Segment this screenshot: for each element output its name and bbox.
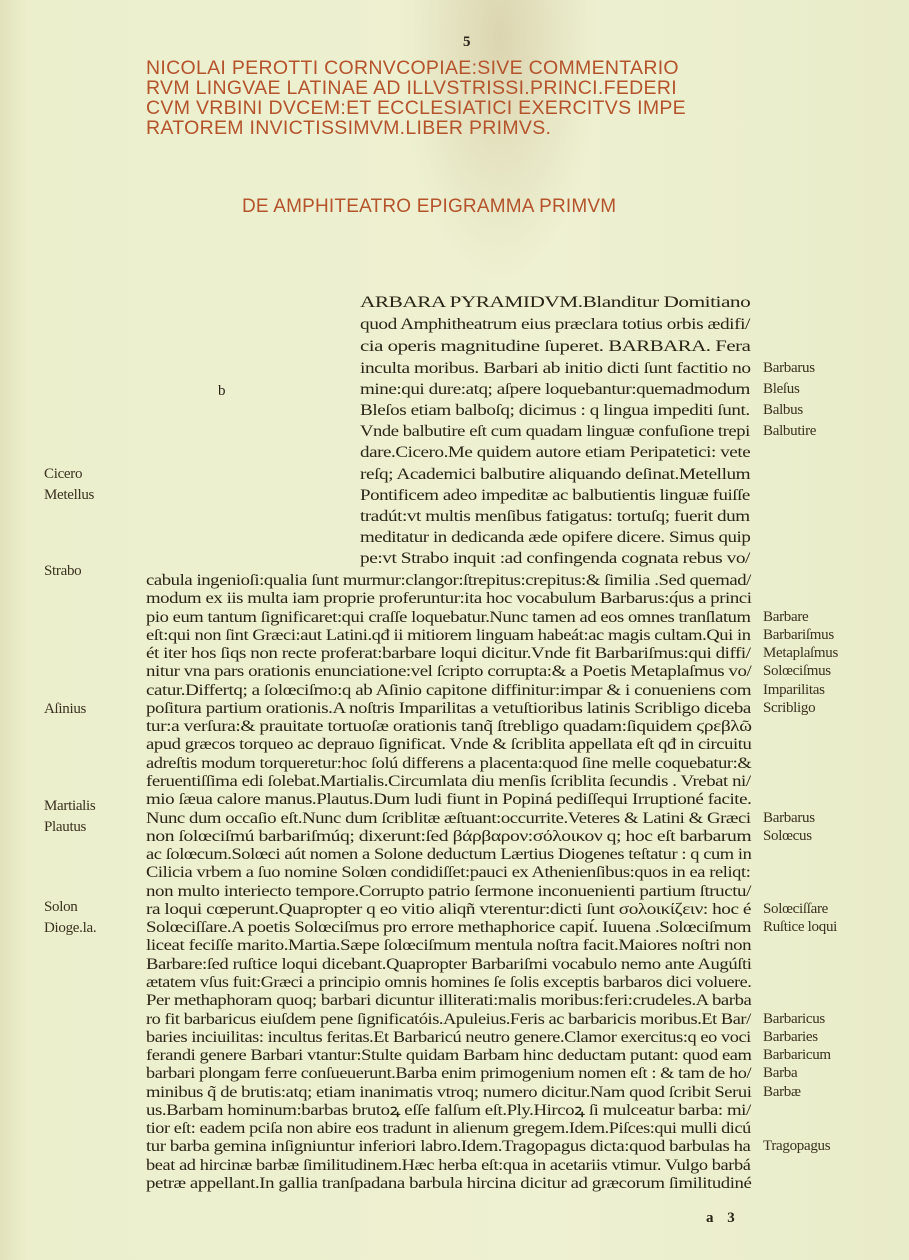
text-line: nitur vna pars orationis enunciatione:vel ſcripto corrupta:& a Poetis Metaplaſmus vo/ <box>146 663 752 681</box>
title-line: NICOLAI PEROTTI CORNVCOPIAE:SIVE COMMENTARIO <box>146 57 679 79</box>
text-line: baries inciuilitas: incultus feritas.Et Barbaricú neutro genere.Clamor exercitus:q eo voci <box>146 1028 751 1046</box>
margin-note: Barba <box>763 1065 798 1082</box>
text-line: beat ad hircinæ barbæ ſimilitudinem.Hæc herba eſt:qua in acetariis vtimur. Vulgo barbá <box>146 1156 751 1174</box>
text-line: tior eſt: eadem pciſa non abire eos tradunt in alienum gregem.Idem.Piſces:qui mulli dicú <box>146 1120 751 1138</box>
initial-guide-letter: b <box>218 383 226 399</box>
text-line: mine:qui dure:atq; aſpere loquebantur:quemadmodum <box>360 381 750 398</box>
margin-note: Dioge.la. <box>44 920 97 936</box>
text-line: ac ſolœcum.Solœci aút nomen a Solone deductum Lærtius Diogenes teſtatur : q cum in <box>146 846 752 864</box>
text-line: poſitura partium orationis.A noſtris Imparilitas a vetuſtioribus latinis Scribligo diceba <box>146 699 751 717</box>
margin-note: Strabo <box>44 563 82 579</box>
text-line: minibus q̃ de brutis:atq; etiam inanimatis vtroq; numero dicitur.Nam quod ſcribit Serui <box>146 1083 752 1101</box>
margin-note: Barbæ <box>763 1083 801 1100</box>
margin-note: Barbarus <box>763 360 815 376</box>
page-signature-top: 5 <box>463 34 471 50</box>
margin-note: Aſinius <box>44 701 87 717</box>
text-line: ætatem vſus fuit:Græci a principio omnis homines ſe ſolis exceptis barbaros dici voluere. <box>146 974 752 991</box>
section-heading: DE AMPHITEATRO EPIGRAMMA PRIMVM <box>242 196 617 217</box>
margin-note: Solœciſſare <box>763 900 829 917</box>
text-line: Solœciſſare.A poetis Solœciſmus pro errore methaphorice capit́. Iuuena .Solœciſmum <box>146 919 752 937</box>
text-line: tur:a verſura:& prauitate tortuoſæ orationis tanq̃ ſtrebligo quadam:ſiquidem ϛρεβλῶ <box>146 718 752 736</box>
text-line: ARBARA PYRAMIDVM.Blanditur Domitiano <box>360 294 751 311</box>
margin-note: Barbariſmus <box>763 626 834 643</box>
page-signature-bottom: a 3 <box>706 1210 735 1226</box>
page-title <box>146 58 746 138</box>
text-line: Per methaphoram quoq; barbari dicuntur illiterati:malis moribus:feri:crudeles.A barba <box>146 992 752 1010</box>
margin-note: Tragopagus <box>763 1138 831 1155</box>
text-line: ro fit barbaricus eiuſdem pene ſignificatóis.Apuleius.Feris ac barbaricis moribus.Et Bar/ <box>146 1010 751 1028</box>
text-line: pio eum tantum ſignificaret:qui craſſe loquebatur.Nunc tamen ad eos omnes tranſlatum <box>146 608 751 626</box>
text-line: tradút:vt multis menſibus fatigatus: tortuſq; fuerit dum <box>360 508 750 525</box>
margin-note: Barbarus <box>763 809 815 826</box>
text-line: inculta moribus. Barbari ab initio dicti ſunt factitio no <box>360 360 751 377</box>
text-line: dare.Cicero.Me quidem autore etiam Peripatetici: vete <box>360 444 751 461</box>
text-line: non multo interiecto tempore.Corrupto patrio ſermone inconuenienti partium ſtructu/ <box>146 882 751 900</box>
margin-note: Balbutire <box>763 423 817 439</box>
margin-note: Cicero <box>44 466 83 482</box>
text-line: liceat feciſſe marito.Martia.Sæpe ſolœciſmum mentula noſtra facit.Maiores noſtri non <box>146 937 752 955</box>
text-line: ra loqui cœperunt.Quapropter q eo vitio aliqñ vterentur:dicti ſunt σολοικίζειν: hoc é <box>146 900 752 918</box>
text-line: Cilicia vrbem a ſuo nomine Solœn condidiſſet:pauci ex Athenienſibus:quos in ea reliqt: <box>146 864 751 882</box>
margin-note: Ruſtice loqui <box>763 919 838 936</box>
text-line: petræ appellant.In gallia tranſpadana barbula hircina dicitur ad græcorum ſimilitudiné <box>146 1175 752 1192</box>
margin-note: Metaplaſmus <box>763 645 839 662</box>
title-line: RATOREM INVICTISSIMVM.LIBER PRIMVS. <box>146 117 552 139</box>
margin-note: Barbaries <box>763 1028 818 1045</box>
text-line: feruentiſſima edi ſolebat.Martialis.Circumlata diu menſis ſcriblita ſecundis . Vrebat ni/ <box>146 773 751 790</box>
margin-note: Barbare <box>763 608 809 625</box>
text-line: Bleſos etiam balboſq; dicimus : q lingua impediti ſunt. <box>360 402 750 419</box>
text-line: apud græcos torqueo ac deprauo ſignificat. Vnde & ſcriblita appellata eſt qđ in circuitu <box>146 736 752 754</box>
text-line: Pontificem adeo impeditæ ac balbutientis linguæ fuiſſe <box>360 487 750 504</box>
margin-note: Scribligo <box>763 699 816 716</box>
text-line: cia operis magnitudine ſuperet. BARBARA. Fera <box>360 338 751 355</box>
margin-note: Plautus <box>44 819 87 835</box>
text-line: meditatur in dedicanda æde opifere dicere. Simus quip <box>360 529 751 546</box>
margin-note: Barbaricus <box>763 1010 825 1027</box>
text-line: adreſtis modum torqueretur:hoc ſolú differens a placenta:quod ſine melle coquebatur:& <box>146 754 752 772</box>
text-line: mio ſæua calore manus.Plautus.Dum ludi fiunt in Popiná pediſſequi Irruptioné facite. <box>146 791 752 809</box>
margin-note: Solœciſmus <box>763 663 831 680</box>
text-line: Nunc dum occaſio eſt.Nunc dum ſcriblitæ æſtuant:occurrite.Veteres & Latini & Græci <box>146 809 751 827</box>
text-line: cabula ingenioſi:qualia ſunt murmur:clangor:ſtrepitus:crepitus:& ſimilia .Sed quemad/ <box>146 572 751 589</box>
margin-note: Solœcus <box>763 827 812 844</box>
margin-note: Martialis <box>44 798 96 814</box>
text-line: modum ex iis multa iam proprie proferuntur:ita hoc vocabulum Barbarus:q́us a princi <box>146 590 752 608</box>
margin-note: Balbus <box>763 402 803 418</box>
margin-note: Imparilitas <box>763 681 825 698</box>
text-line: pe:vt Strabo inquit :ad confingenda cognata rebus vo/ <box>360 550 750 567</box>
title-line: RVM LINGVAE LATINAE AD ILLVSTRISSI.PRINCI.FEDERI <box>146 77 677 99</box>
text-line: tur barba gemina inſigniuntur inferiori labro.Idem.Tragopagus dicta:quod barbulas ha <box>146 1138 751 1156</box>
text-line: quod Amphitheatrum eius præclara totius orbis ædifi/ <box>360 316 750 333</box>
text-line: Barbare:ſed ruſtice loqui dicebant.Quapropter Barbariſmi vocabulo nemo ante Augúſti <box>146 955 752 973</box>
text-line: barbari plongam ferre conſueuerunt.Barba enim primogenium nomen eſt : & tam de ho/ <box>146 1065 752 1083</box>
margin-note: Barbaricum <box>763 1047 831 1064</box>
text-line: reſq; Academici balbutire aliquando deſinat.Metellum <box>360 466 751 483</box>
text-line: eſt:qui non ſint Græci:aut Latini.qđ ii mitiorem linguam habeát:ac magis cultam.Qui in <box>146 626 751 644</box>
text-line: catur.Differtq; a ſolœciſmo:q ab Aſinio capitone diffinitur:impar & i conueniens com <box>146 681 752 699</box>
text-line: ferandi genere Barbari vtantur:Stulte quidam Barbam hinc deductam putant: quod eam <box>146 1047 752 1065</box>
text-line: Vnde balbutire eſt cum quadam linguæ confuſione trepi <box>360 423 750 440</box>
margin-note: Metellus <box>44 487 95 503</box>
text-line: ét iter hos ſiqs non recte proferat:barbare loqui dicitur.Vnde fit Barbariſmus:qui diffi/ <box>146 645 751 663</box>
margin-note: Solon <box>44 899 78 915</box>
title-line: CVM VRBINI DVCEM:ET ECCLESIATICI EXERCITVS IMPE <box>146 97 686 119</box>
text-line: non ſolœciſmú barbariſmúq; dixerunt:ſed βάρβαρον:σόλοικον q; hoc eſt barbarum <box>146 827 752 845</box>
text-line: us.Barbam hominum:barbas brutoꝝ eſſe falſum eſt.Ply.Hircoꝝ ſi mulceatur barba: mi/ <box>146 1101 751 1119</box>
margin-note: Bleſus <box>763 381 800 397</box>
